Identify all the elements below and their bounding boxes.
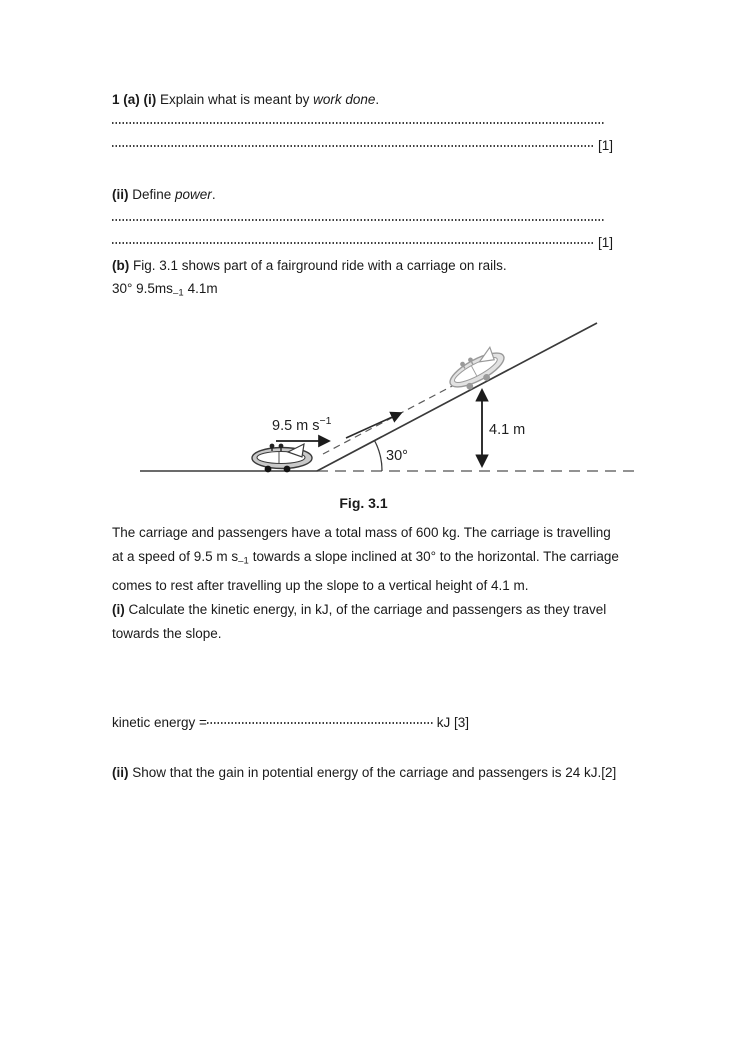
- body-line: The carriage and passengers have a total mass of 600 kg. The carriage is travelling: [112, 525, 611, 540]
- slope-line: [317, 323, 597, 471]
- carriage-top: [444, 343, 510, 397]
- wheel-icon: [265, 466, 272, 473]
- body-text: at a speed of 9.5 m s: [112, 549, 239, 564]
- question-number: (ii): [112, 765, 129, 780]
- marks-badge: [2]: [601, 765, 617, 780]
- question-1b-intro: [112, 258, 632, 274]
- marks-badge: [3]: [453, 715, 469, 730]
- figure-3-1: [110, 308, 640, 490]
- kinetic-energy-answer-row: [112, 715, 492, 731]
- answer-line-with-marks: [112, 138, 613, 154]
- marks-badge: [1]: [597, 235, 613, 250]
- body-line: [112, 598, 619, 622]
- body-text: towards a slope inclined at 30° to the horizontal. The carriage: [249, 549, 619, 564]
- answer-line: [207, 722, 433, 724]
- answer-line-with-marks: [112, 235, 613, 251]
- question-1b-body: [112, 521, 619, 646]
- figure-values-line: [112, 281, 632, 302]
- height-label: 4.1 m: [489, 422, 526, 438]
- question-number: (ii): [112, 187, 129, 202]
- question-term: power: [175, 187, 212, 202]
- speed-value: 9.5 m s: [272, 418, 320, 434]
- question-period: .: [211, 187, 216, 202]
- question-1a-i: [112, 92, 632, 108]
- values-subscript: –1: [172, 287, 184, 299]
- question-text: Define: [128, 187, 176, 202]
- question-number: 1 (a) (i): [112, 92, 157, 107]
- angle-arc: [375, 441, 383, 472]
- question-1b-ii: [112, 765, 632, 781]
- answer-unit: kJ: [432, 715, 454, 730]
- speed-label: [272, 415, 332, 434]
- body-text: Calculate the kinetic energy, in kJ, of the carriage and passengers as they travel: [124, 601, 607, 617]
- body-line: comes to rest after travelling up the slope to a vertical height of 4.1 m.: [112, 577, 529, 593]
- question-number: (b): [112, 258, 130, 273]
- body-line: towards the slope.: [112, 625, 222, 641]
- wheel-icon: [284, 466, 291, 473]
- question-text: Show that the gain in potential energy of the carriage and passengers is 24 kJ.: [128, 765, 602, 780]
- question-1a-ii: [112, 187, 632, 203]
- up-slope-arrow-icon: [346, 413, 401, 438]
- speed-exponent: −1: [319, 415, 332, 427]
- carriage-bottom: [252, 444, 312, 473]
- marks-badge: [1]: [597, 138, 613, 153]
- passenger-head: [270, 444, 275, 449]
- question-text: Fig. 3.1 shows part of a fairground ride with a carriage on rails.: [129, 258, 507, 273]
- angle-label: 30°: [386, 448, 408, 464]
- question-period: .: [375, 92, 380, 107]
- values-text: 4.1m: [183, 281, 218, 296]
- body-line: [112, 545, 619, 574]
- body-subscript: –1: [238, 555, 250, 567]
- answer-line: [112, 122, 605, 124]
- passenger-head: [279, 444, 284, 449]
- values-text: 30° 9.5ms: [112, 281, 173, 296]
- answer-label: kinetic energy =: [112, 715, 207, 730]
- question-number: (i): [112, 601, 125, 617]
- question-text: Explain what is meant by: [156, 92, 314, 107]
- answer-line: [112, 219, 605, 221]
- answer-line: [112, 242, 593, 244]
- figure-caption: Fig. 3.1: [339, 495, 388, 511]
- answer-line: [112, 145, 593, 147]
- question-term: work done: [313, 92, 376, 107]
